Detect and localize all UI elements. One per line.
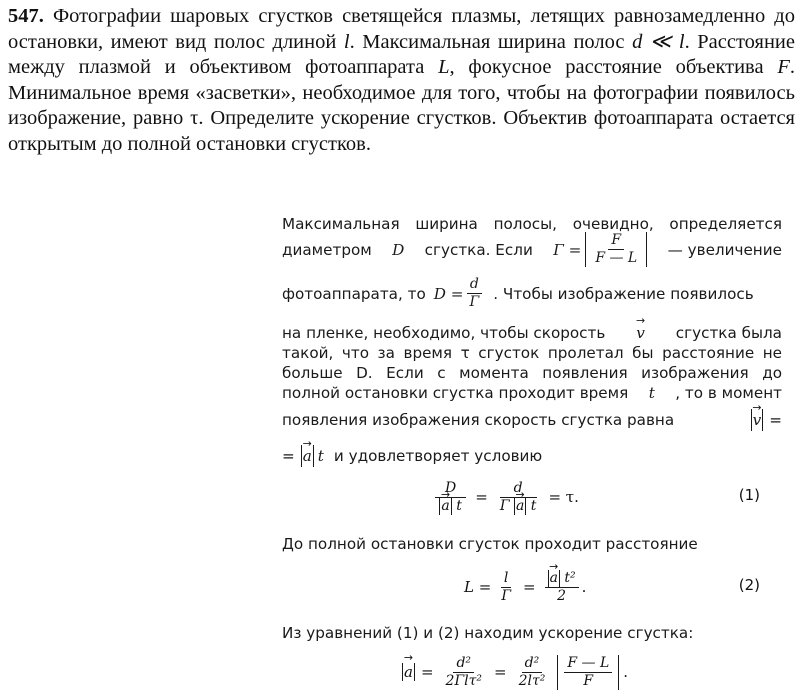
equation-1-body <box>432 472 579 522</box>
equation-3-body <box>402 648 628 696</box>
equals-sign: = <box>523 578 536 596</box>
var-gamma: Γ <box>499 497 510 514</box>
equals-sign: = <box>769 411 782 429</box>
vector-a: → a <box>514 498 526 515</box>
var-t: t <box>456 497 462 514</box>
var-D: D <box>392 240 405 259</box>
solution-line-4 <box>282 322 782 344</box>
equals-sign: = <box>420 663 434 681</box>
frac-num: F — L <box>564 655 612 673</box>
D-eq: D = <box>433 284 464 303</box>
vector-a: → a <box>548 570 560 587</box>
fraction <box>497 480 540 515</box>
problem-statement <box>8 4 795 157</box>
frac-den: 2 <box>557 587 567 604</box>
solution-text: и удовлетворяет условию <box>333 447 543 465</box>
frac-num: F <box>608 232 624 250</box>
frac-den: 2lτ² <box>518 672 546 689</box>
abs-bars <box>557 655 619 690</box>
var-t-squared: t² <box>564 569 576 586</box>
problem-text-4: , фокусное расстояние объектива <box>449 56 778 78</box>
problem-text-5: . Минимальное время «засветки», необходимое для того, чтобы на фотографии появилось изображение, равно τ. Определите ускорение сгустков. Объектив фотоаппарата остается открытым до полной остановки сгустков. <box>8 56 795 155</box>
solution-text: . Чтобы изображение появилось <box>493 284 754 303</box>
speed-expr <box>751 409 782 431</box>
frac-num: d² <box>453 655 474 673</box>
abs-bars <box>585 232 647 267</box>
solution-text: Максимальная ширина полосы, очевидно, определяется <box>282 215 782 233</box>
fraction <box>435 480 466 515</box>
frac-den: Γ <box>501 587 512 604</box>
solution-text: сгустка. Если <box>424 240 533 259</box>
problem-text-2: . Максимальная ширина полос <box>349 30 633 53</box>
solution-line-2 <box>282 232 782 267</box>
solution-line-10 <box>282 533 782 555</box>
var-F: F <box>777 56 790 78</box>
var-L: L <box>438 56 450 78</box>
solution-text: фотоаппарата, то <box>282 284 426 303</box>
frac-den <box>497 498 540 515</box>
solution-text: До полной остановки сгусток проходит расстояние <box>282 535 698 553</box>
equation-tail: . <box>623 663 629 681</box>
solution-text: на пленке, необходимо, чтобы скорость <box>282 324 606 342</box>
var-t: t <box>648 384 655 402</box>
frac-den: F <box>583 672 594 689</box>
fraction <box>516 655 549 690</box>
fraction <box>467 276 483 311</box>
vector-v: → v <box>636 322 645 344</box>
gamma-definition <box>553 232 647 267</box>
solution-line-3 <box>282 276 782 311</box>
solution-line-8 <box>282 409 782 431</box>
fraction <box>592 232 640 267</box>
equation-tail: . <box>581 578 587 596</box>
equals-sign: = <box>494 663 507 681</box>
equals-sign: = <box>282 447 295 465</box>
equation-1-label: (1) <box>738 486 760 504</box>
frac-num <box>545 570 579 588</box>
vector-v: → v <box>751 409 764 431</box>
frac-den <box>436 498 464 515</box>
frac-num: d² <box>522 655 543 673</box>
frac-num: l <box>501 570 511 588</box>
frac-den: Γ <box>469 294 480 310</box>
problem-text-3: . Расстояние между плазмой и объективом фотоаппарата <box>8 30 795 78</box>
solution-text: появления изображения скорость сгустка равна <box>282 411 675 429</box>
equation-tail: = τ. <box>548 488 579 506</box>
fraction <box>564 655 612 690</box>
solution-text: Из уравнений (1) и (2) находим ускорение сгустка: <box>282 624 694 642</box>
equals-sign: = <box>475 488 488 506</box>
equation-2 <box>282 562 782 612</box>
equation-2-label: (2) <box>738 576 760 594</box>
solution-text: такой, что за время τ сгусток пролетал бы расстояние не <box>282 344 782 362</box>
L-eq: L = <box>464 578 492 596</box>
solution-line-7 <box>282 382 782 404</box>
solution-line-11 <box>282 622 782 644</box>
equation-2-body <box>464 562 586 612</box>
equation-1 <box>282 472 782 522</box>
solution-text: полной остановки сгустка проходит время <box>282 384 629 402</box>
vector-a: → a <box>402 663 415 681</box>
problem-text-1: Фотографии шаровых сгустков светящейся плазмы, летящих равнозамедленно до остановки, имеют вид полос длиной <box>8 5 795 53</box>
var-l: l <box>343 30 350 53</box>
problem-number: 547. <box>8 5 44 27</box>
equation-3 <box>282 648 782 696</box>
solution-text: больше D. Если с момента появления изображения до <box>282 364 782 382</box>
var-t: t <box>317 447 324 465</box>
vector-a: → a <box>301 445 314 467</box>
gamma-eq: Γ = <box>553 240 582 259</box>
solution-line-5 <box>282 342 782 364</box>
solution-text: диаметром <box>282 240 372 259</box>
solution-text: — увеличение <box>667 240 782 259</box>
fraction <box>545 570 579 605</box>
vector-a: → a <box>439 498 451 515</box>
fraction <box>498 570 514 605</box>
frac-den: 2Γlτ² <box>445 672 482 689</box>
solution-text: сгустка была <box>675 324 782 342</box>
solution-line-9 <box>282 445 782 467</box>
var-t: t <box>530 497 537 514</box>
condition: d ≪ l <box>632 30 685 53</box>
frac-den: F — L <box>595 250 638 266</box>
frac-num: d <box>500 480 537 498</box>
solution-line-6 <box>282 362 782 384</box>
fraction <box>443 655 485 690</box>
frac-num: d <box>467 276 482 294</box>
solution-text: , то в момент <box>675 384 782 402</box>
frac-num: D <box>435 480 466 498</box>
